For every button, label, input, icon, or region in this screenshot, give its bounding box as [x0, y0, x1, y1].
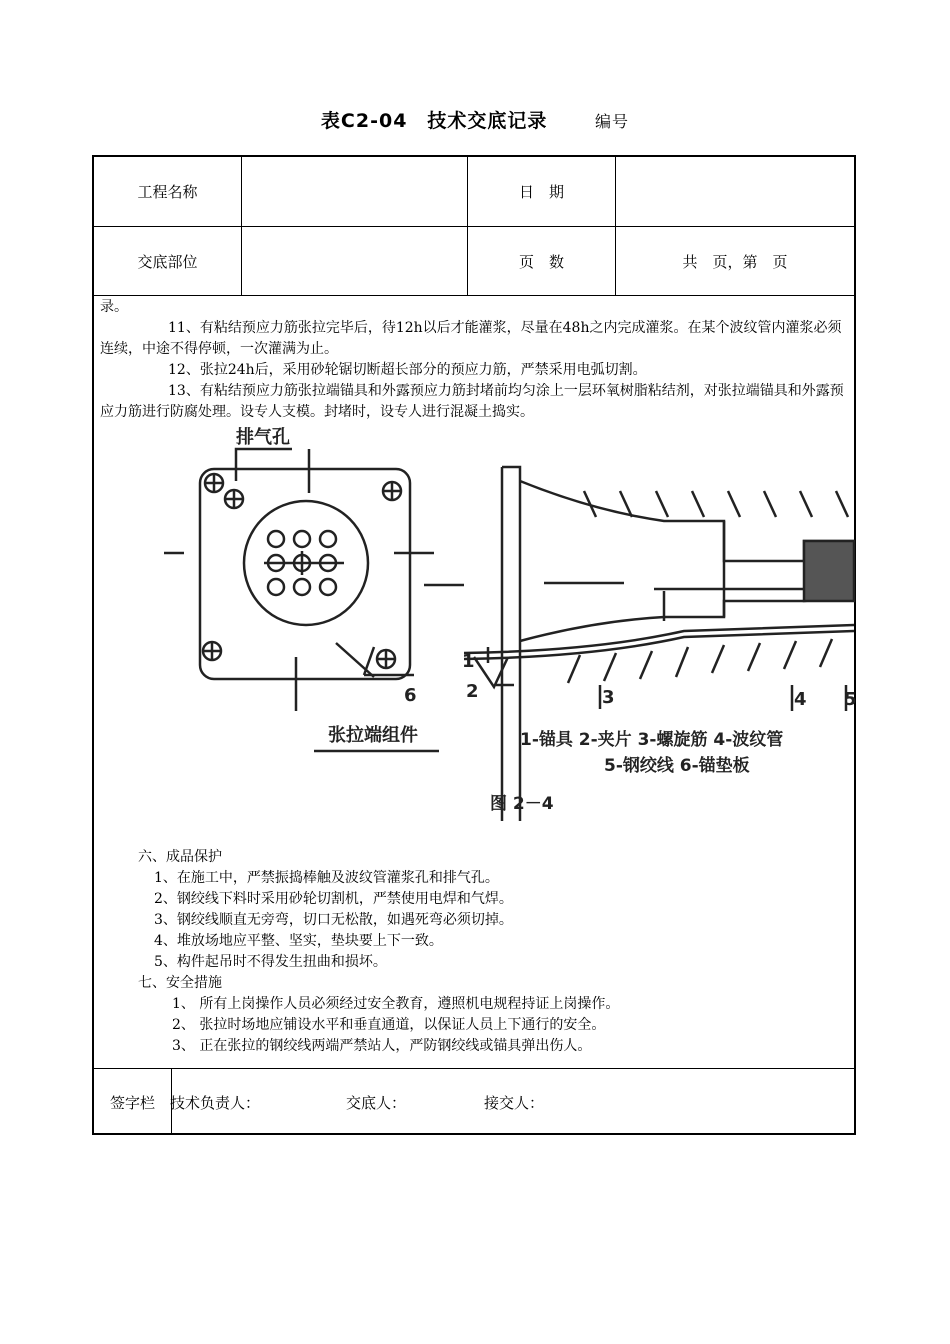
legend-line1: 1-锚具 2-夹片 3-螺旋筋 4-波纹管 — [520, 730, 784, 750]
legend-line2: 5-钢绞线 6-锚垫板 — [604, 756, 750, 776]
protection-item-3: 3、钢绞线顺直无旁弯，切口无松散，如遇死弯必须切掉。 — [154, 912, 513, 928]
protection-item-5: 5、构件起吊时不得发生扭曲和损坏。 — [154, 954, 387, 970]
item-13: 13、有粘结预应力筋张拉端锚具和外露预应力筋封堵前均匀涂上一层环氧树脂粘结剂，对张拉端锚具和外露预应力筋进行防腐处理。设专人支模。封堵时，设专人进行混凝土捣实。 — [100, 383, 844, 420]
date-label: 日 期 — [518, 183, 564, 201]
discloser-label: 交底人： — [346, 1093, 407, 1112]
title-text: 表C2-04 技术交底记录 — [320, 110, 548, 132]
num-2: 2 — [466, 681, 479, 702]
safety-item-2: 2、 张拉时场地应铺设水平和垂直通道，以保证人员上下通行的安全。 — [172, 1017, 606, 1033]
num-4: 4 — [794, 689, 807, 710]
vent-label: 排气孔 — [236, 427, 290, 448]
protection-section — [138, 847, 838, 1057]
number-label: 编号 — [595, 112, 630, 131]
num-5: 5 — [844, 689, 857, 710]
project-name-label: 工程名称 — [137, 183, 198, 201]
project-name-field[interactable] — [242, 157, 467, 226]
protection-item-1: 1、在施工中，严禁振捣棒触及波纹管灌浆孔和排气孔。 — [154, 870, 499, 886]
safety-item-1: 1、 所有上岗操作人员必须经过安全教育，遵照机电规程持证上岗操作。 — [172, 996, 620, 1012]
content-text — [100, 297, 852, 423]
safety-item-3: 3、 正在张拉的钢绞线两端严禁站人，严防钢绞线或锚具弹出伤人。 — [172, 1038, 592, 1054]
assembly-label: 张拉端组件 — [328, 725, 418, 746]
anchorage-figure — [164, 421, 857, 821]
num-1: 1 — [462, 651, 475, 672]
num-6: 6 — [404, 685, 417, 706]
part-label: 交底部位 — [137, 252, 198, 271]
document-title — [0, 106, 950, 133]
tech-lead-label: 技术负责人： — [170, 1093, 261, 1112]
signature-label: 签字栏 — [110, 1093, 156, 1112]
protection-heading: 六、成品保护 — [138, 849, 222, 865]
pages-label: 页 数 — [518, 252, 564, 271]
receiver-label: 接交人： — [484, 1093, 545, 1112]
record-table — [92, 155, 856, 1135]
protection-item-2: 2、钢绞线下料时采用砂轮切割机，严禁使用电焊和气焊。 — [154, 891, 513, 907]
lead-fragment: 录。 — [100, 299, 128, 315]
safety-heading: 七、安全措施 — [138, 975, 222, 991]
part-field[interactable] — [242, 227, 467, 295]
pages-value: 共 页，第 页 — [682, 252, 788, 271]
figure-caption: 图 2－4 — [490, 794, 554, 814]
protection-item-4: 4、堆放场地应平整、坚实，垫块要上下一致。 — [154, 933, 443, 949]
date-field[interactable] — [616, 157, 854, 226]
num-3: 3 — [602, 687, 615, 708]
item-12: 12、张拉24h后，采用砂轮锯切断超长部分的预应力筋，严禁采用电弧切割。 — [168, 362, 647, 378]
item-11: 11、有粘结预应力筋张拉完毕后，待12h以后才能灌浆，尽量在48h之内完成灌浆。在某个波纹管内灌浆必须连续，中途不得停顿，一次灌满为止。 — [100, 320, 842, 357]
